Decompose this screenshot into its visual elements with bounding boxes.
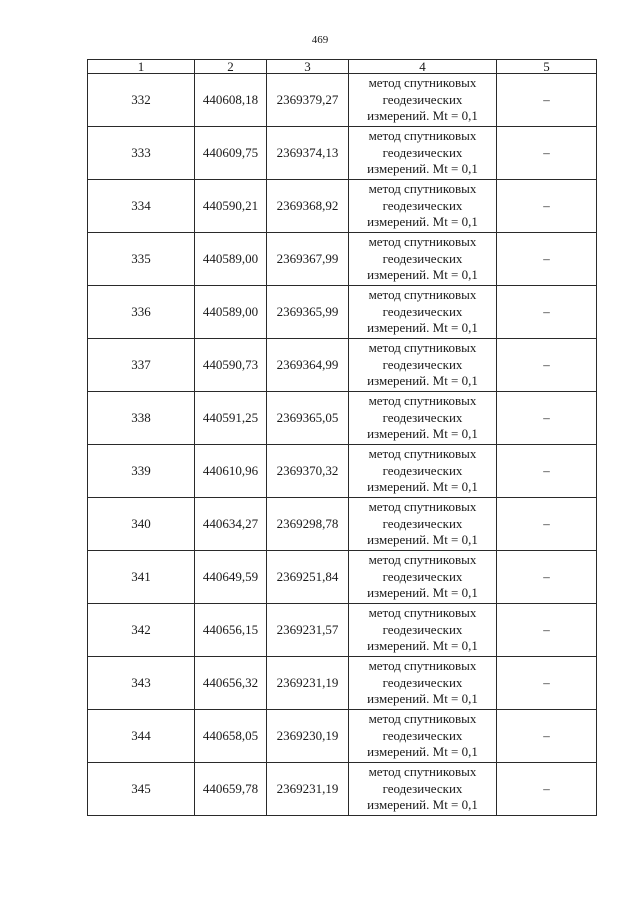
method-line-3: измерений. Mt = 0,1 bbox=[367, 320, 478, 336]
column-5-cell: – bbox=[497, 445, 597, 498]
method-line-3: измерений. Mt = 0,1 bbox=[367, 479, 478, 495]
column-5-cell: – bbox=[497, 127, 597, 180]
method-line-2: геодезических bbox=[382, 515, 463, 531]
method-line-2: геодезических bbox=[382, 568, 463, 584]
method-cell bbox=[349, 710, 497, 763]
method-cell bbox=[349, 233, 497, 286]
method-line-1: метод спутниковых bbox=[368, 764, 477, 780]
point-number-cell: 343 bbox=[88, 657, 195, 710]
column-header-2: 2 bbox=[195, 60, 267, 74]
coordinate-y-cell: 2369364,99 bbox=[267, 339, 349, 392]
method-cell bbox=[349, 74, 497, 127]
column-5-cell: – bbox=[497, 286, 597, 339]
column-5-cell: – bbox=[497, 74, 597, 127]
table-row bbox=[88, 74, 597, 127]
point-number-cell: 335 bbox=[88, 233, 195, 286]
method-line-3: измерений. Mt = 0,1 bbox=[367, 267, 478, 283]
coordinate-y-cell: 2369230,19 bbox=[267, 710, 349, 763]
coordinate-y-cell: 2369374,13 bbox=[267, 127, 349, 180]
coordinate-y-cell: 2369367,99 bbox=[267, 233, 349, 286]
column-5-cell: – bbox=[497, 392, 597, 445]
coordinate-y-cell: 2369379,27 bbox=[267, 74, 349, 127]
method-cell bbox=[349, 339, 497, 392]
method-line-2: геодезических bbox=[382, 356, 463, 372]
method-cell bbox=[349, 445, 497, 498]
coordinate-x-cell: 440591,25 bbox=[195, 392, 267, 445]
point-number-cell: 334 bbox=[88, 180, 195, 233]
table-row bbox=[88, 392, 597, 445]
coordinate-x-cell: 440656,32 bbox=[195, 657, 267, 710]
point-number-cell: 345 bbox=[88, 763, 195, 816]
method-cell bbox=[349, 604, 497, 657]
coordinate-x-cell: 440609,75 bbox=[195, 127, 267, 180]
table-row bbox=[88, 127, 597, 180]
coordinate-x-cell: 440590,21 bbox=[195, 180, 267, 233]
method-line-2: геодезических bbox=[382, 462, 463, 478]
table-header-row bbox=[88, 60, 597, 74]
coordinate-x-cell: 440659,78 bbox=[195, 763, 267, 816]
method-line-1: метод спутниковых bbox=[368, 446, 477, 462]
method-line-2: геодезических bbox=[382, 621, 463, 637]
method-line-3: измерений. Mt = 0,1 bbox=[367, 691, 478, 707]
coordinate-x-cell: 440589,00 bbox=[195, 286, 267, 339]
coordinate-x-cell: 440608,18 bbox=[195, 74, 267, 127]
column-5-cell: – bbox=[497, 763, 597, 816]
point-number-cell: 339 bbox=[88, 445, 195, 498]
method-line-2: геодезических bbox=[382, 91, 463, 107]
method-cell bbox=[349, 286, 497, 339]
column-5-cell: – bbox=[497, 657, 597, 710]
coordinate-x-cell: 440658,05 bbox=[195, 710, 267, 763]
method-cell bbox=[349, 392, 497, 445]
column-header-1: 1 bbox=[88, 60, 195, 74]
point-number-cell: 333 bbox=[88, 127, 195, 180]
coordinate-x-cell: 440589,00 bbox=[195, 233, 267, 286]
column-header-5: 5 bbox=[497, 60, 597, 74]
method-line-2: геодезических bbox=[382, 144, 463, 160]
table-row bbox=[88, 710, 597, 763]
coordinate-y-cell: 2369368,92 bbox=[267, 180, 349, 233]
method-line-1: метод спутниковых bbox=[368, 605, 477, 621]
column-5-cell: – bbox=[497, 180, 597, 233]
method-line-3: измерений. Mt = 0,1 bbox=[367, 797, 478, 813]
method-cell bbox=[349, 551, 497, 604]
method-line-1: метод спутниковых bbox=[368, 552, 477, 568]
coordinate-y-cell: 2369231,57 bbox=[267, 604, 349, 657]
table-row bbox=[88, 498, 597, 551]
coordinates-table bbox=[87, 59, 597, 816]
method-cell bbox=[349, 180, 497, 233]
coordinate-x-cell: 440649,59 bbox=[195, 551, 267, 604]
method-line-1: метод спутниковых bbox=[368, 499, 477, 515]
method-line-3: измерений. Mt = 0,1 bbox=[367, 161, 478, 177]
method-line-2: геодезических bbox=[382, 197, 463, 213]
column-header-4: 4 bbox=[349, 60, 497, 74]
method-line-1: метод спутниковых bbox=[368, 75, 477, 91]
method-line-1: метод спутниковых bbox=[368, 393, 477, 409]
table-row bbox=[88, 339, 597, 392]
method-line-2: геодезических bbox=[382, 250, 463, 266]
table-body bbox=[88, 74, 597, 816]
column-header-3: 3 bbox=[267, 60, 349, 74]
point-number-cell: 340 bbox=[88, 498, 195, 551]
coordinate-y-cell: 2369231,19 bbox=[267, 657, 349, 710]
method-line-3: измерений. Mt = 0,1 bbox=[367, 373, 478, 389]
method-line-2: геодезических bbox=[382, 674, 463, 690]
table-row bbox=[88, 657, 597, 710]
column-5-cell: – bbox=[497, 604, 597, 657]
method-line-2: геодезических bbox=[382, 303, 463, 319]
method-cell bbox=[349, 127, 497, 180]
coordinate-x-cell: 440656,15 bbox=[195, 604, 267, 657]
method-line-1: метод спутниковых bbox=[368, 658, 477, 674]
table-row bbox=[88, 286, 597, 339]
point-number-cell: 342 bbox=[88, 604, 195, 657]
column-5-cell: – bbox=[497, 233, 597, 286]
table-row bbox=[88, 551, 597, 604]
coordinate-x-cell: 440590,73 bbox=[195, 339, 267, 392]
method-line-3: измерений. Mt = 0,1 bbox=[367, 108, 478, 124]
table-row bbox=[88, 180, 597, 233]
page-number: 469 bbox=[311, 34, 329, 46]
table-row bbox=[88, 445, 597, 498]
point-number-cell: 338 bbox=[88, 392, 195, 445]
method-line-1: метод спутниковых bbox=[368, 234, 477, 250]
table-row bbox=[88, 604, 597, 657]
coordinate-y-cell: 2369231,19 bbox=[267, 763, 349, 816]
coordinate-x-cell: 440610,96 bbox=[195, 445, 267, 498]
coordinate-y-cell: 2369365,05 bbox=[267, 392, 349, 445]
table-row bbox=[88, 763, 597, 816]
method-line-3: измерений. Mt = 0,1 bbox=[367, 744, 478, 760]
point-number-cell: 337 bbox=[88, 339, 195, 392]
method-line-1: метод спутниковых bbox=[368, 181, 477, 197]
column-5-cell: – bbox=[497, 551, 597, 604]
coordinate-y-cell: 2369298,78 bbox=[267, 498, 349, 551]
method-line-1: метод спутниковых bbox=[368, 340, 477, 356]
method-cell bbox=[349, 498, 497, 551]
point-number-cell: 344 bbox=[88, 710, 195, 763]
method-line-3: измерений. Mt = 0,1 bbox=[367, 585, 478, 601]
coordinate-y-cell: 2369365,99 bbox=[267, 286, 349, 339]
method-line-3: измерений. Mt = 0,1 bbox=[367, 214, 478, 230]
coordinate-x-cell: 440634,27 bbox=[195, 498, 267, 551]
point-number-cell: 336 bbox=[88, 286, 195, 339]
method-line-3: измерений. Mt = 0,1 bbox=[367, 638, 478, 654]
method-line-1: метод спутниковых bbox=[368, 287, 477, 303]
method-cell bbox=[349, 763, 497, 816]
column-5-cell: – bbox=[497, 498, 597, 551]
method-line-2: геодезических bbox=[382, 727, 463, 743]
method-cell bbox=[349, 657, 497, 710]
coordinate-y-cell: 2369251,84 bbox=[267, 551, 349, 604]
method-line-2: геодезических bbox=[382, 409, 463, 425]
column-5-cell: – bbox=[497, 710, 597, 763]
method-line-3: измерений. Mt = 0,1 bbox=[367, 532, 478, 548]
method-line-1: метод спутниковых bbox=[368, 711, 477, 727]
column-5-cell: – bbox=[497, 339, 597, 392]
point-number-cell: 332 bbox=[88, 74, 195, 127]
coordinate-y-cell: 2369370,32 bbox=[267, 445, 349, 498]
method-line-2: геодезических bbox=[382, 780, 463, 796]
table-row bbox=[88, 233, 597, 286]
point-number-cell: 341 bbox=[88, 551, 195, 604]
method-line-3: измерений. Mt = 0,1 bbox=[367, 426, 478, 442]
method-line-1: метод спутниковых bbox=[368, 128, 477, 144]
